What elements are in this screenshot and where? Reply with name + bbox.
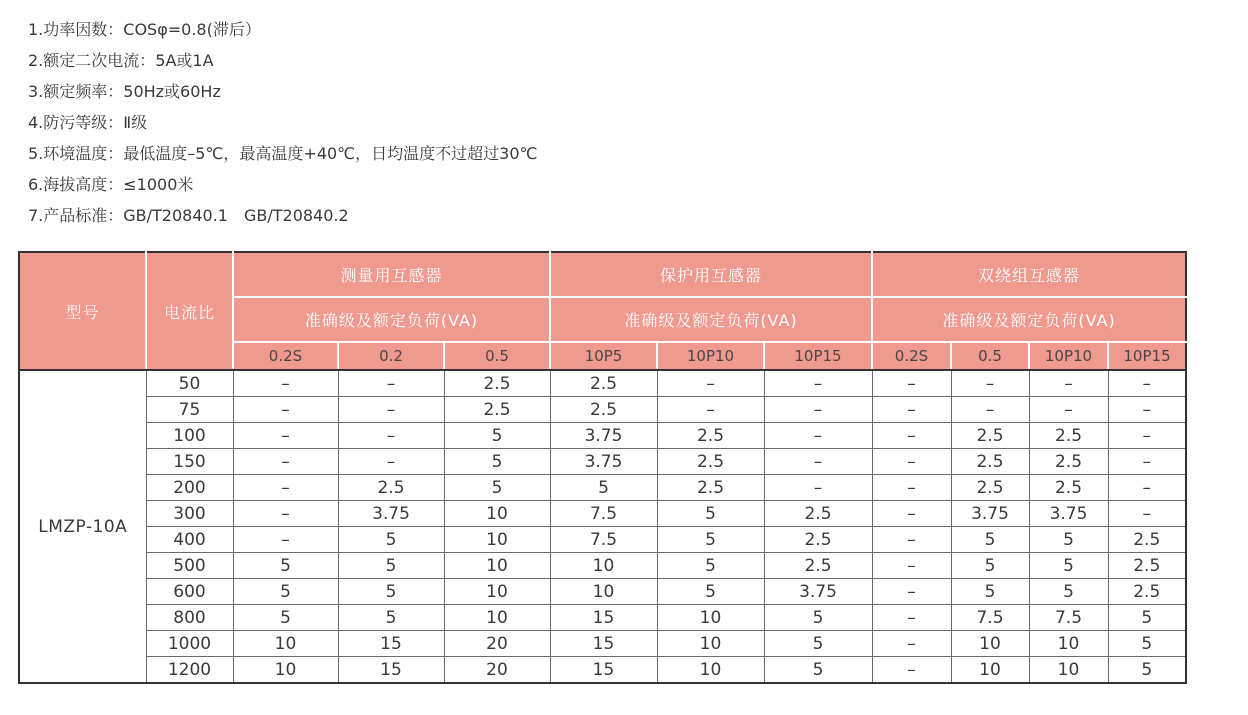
table-row	[19, 475, 1186, 501]
burden-value-cell: –	[764, 475, 872, 501]
burden-value-cell: 10	[550, 579, 657, 605]
burden-value-cell: 10	[550, 553, 657, 579]
burden-value-cell: 2.5	[951, 449, 1029, 475]
burden-value-cell: 10	[1029, 657, 1108, 684]
burden-value-cell: –	[233, 397, 338, 423]
table-row	[19, 579, 1186, 605]
burden-value-cell: 2.5	[951, 475, 1029, 501]
burden-value-cell: –	[764, 449, 872, 475]
burden-value-cell: –	[338, 397, 444, 423]
burden-value-cell: –	[1108, 475, 1186, 501]
burden-value-cell: 20	[444, 657, 550, 684]
burden-value-cell: 7.5	[550, 527, 657, 553]
burden-value-cell: 5	[444, 449, 550, 475]
burden-value-cell: –	[764, 370, 872, 397]
burden-value-cell: –	[872, 501, 951, 527]
burden-value-cell: –	[1108, 449, 1186, 475]
burden-value-cell: 5	[1029, 579, 1108, 605]
burden-value-cell: –	[1029, 397, 1108, 423]
burden-value-cell: –	[233, 527, 338, 553]
burden-value-cell: –	[951, 370, 1029, 397]
ratio-column-header: 电流比	[146, 252, 233, 370]
burden-value-cell: 5	[657, 501, 764, 527]
group-header-measuring: 测量用互感器	[233, 252, 550, 297]
burden-value-cell: –	[1029, 370, 1108, 397]
burden-value-cell: 15	[550, 605, 657, 631]
rating-table	[18, 251, 1187, 684]
burden-value-cell: 10	[233, 631, 338, 657]
burden-value-cell: 5	[338, 579, 444, 605]
spec-list	[0, 0, 1248, 231]
table-row	[19, 397, 1186, 423]
table-row	[19, 370, 1186, 397]
burden-value-cell: –	[764, 397, 872, 423]
table-row	[19, 605, 1186, 631]
burden-value-cell: –	[338, 449, 444, 475]
burden-value-cell: 2.5	[550, 397, 657, 423]
burden-value-cell: –	[1108, 397, 1186, 423]
burden-value-cell: 2.5	[1108, 553, 1186, 579]
burden-value-cell: –	[1108, 370, 1186, 397]
burden-value-cell: 5	[764, 605, 872, 631]
burden-value-cell: 5	[1108, 605, 1186, 631]
burden-value-cell: 2.5	[444, 370, 550, 397]
current-ratio-cell: 150	[146, 449, 233, 475]
burden-value-cell: –	[872, 475, 951, 501]
burden-value-cell: 2.5	[444, 397, 550, 423]
burden-value-cell: –	[872, 449, 951, 475]
burden-value-cell: 20	[444, 631, 550, 657]
burden-value-cell: 2.5	[657, 449, 764, 475]
burden-value-cell: 5	[1108, 657, 1186, 684]
burden-value-cell: –	[872, 579, 951, 605]
burden-value-cell: 5	[338, 553, 444, 579]
class-header: 10P15	[1108, 342, 1186, 370]
burden-value-cell: 2.5	[1108, 527, 1186, 553]
current-ratio-cell: 50	[146, 370, 233, 397]
burden-value-cell: –	[872, 370, 951, 397]
current-ratio-cell: 100	[146, 423, 233, 449]
burden-value-cell: 2.5	[657, 475, 764, 501]
spec-line-pollution-class: 4.防污等级：Ⅱ级	[28, 113, 148, 132]
burden-value-cell: 5	[550, 475, 657, 501]
burden-value-cell: –	[951, 397, 1029, 423]
class-header: 10P10	[1029, 342, 1108, 370]
burden-value-cell: 3.75	[951, 501, 1029, 527]
table-row	[19, 657, 1186, 684]
burden-value-cell: 7.5	[951, 605, 1029, 631]
burden-value-cell: 10	[657, 605, 764, 631]
burden-value-cell: –	[1108, 501, 1186, 527]
burden-value-cell: 5	[1108, 631, 1186, 657]
burden-value-cell: 10	[951, 631, 1029, 657]
burden-value-cell: –	[233, 423, 338, 449]
table-row	[19, 631, 1186, 657]
table-row	[19, 449, 1186, 475]
burden-value-cell: 5	[764, 631, 872, 657]
burden-value-cell: –	[872, 553, 951, 579]
table-row	[19, 553, 1186, 579]
model-cell: LMZP-10A	[19, 370, 146, 683]
burden-value-cell: 10	[233, 657, 338, 684]
burden-value-cell: 2.5	[1108, 579, 1186, 605]
burden-value-cell: 3.75	[338, 501, 444, 527]
burden-value-cell: 5	[233, 605, 338, 631]
class-header: 0.5	[951, 342, 1029, 370]
burden-value-cell: –	[233, 501, 338, 527]
table-row	[19, 501, 1186, 527]
burden-value-cell: 10	[951, 657, 1029, 684]
table-body	[19, 370, 1186, 683]
header-row-groups	[19, 252, 1186, 297]
burden-value-cell: 5	[951, 579, 1029, 605]
burden-value-cell: 5	[444, 423, 550, 449]
burden-value-cell: –	[338, 423, 444, 449]
class-header: 0.5	[444, 342, 550, 370]
group-header-dual-winding: 双绕组互感器	[872, 252, 1186, 297]
burden-value-cell: –	[872, 527, 951, 553]
burden-value-cell: –	[657, 397, 764, 423]
burden-value-cell: 10	[444, 553, 550, 579]
burden-value-cell: 5	[951, 527, 1029, 553]
burden-value-cell: –	[657, 370, 764, 397]
spec-line-secondary-current: 2.额定二次电流：5A或1A	[28, 51, 214, 70]
class-header: 0.2	[338, 342, 444, 370]
burden-value-cell: –	[872, 605, 951, 631]
burden-value-cell: 7.5	[1029, 605, 1108, 631]
burden-value-cell: –	[1108, 423, 1186, 449]
current-ratio-cell: 800	[146, 605, 233, 631]
burden-value-cell: 10	[657, 631, 764, 657]
burden-value-cell: –	[233, 475, 338, 501]
spec-line-product-standard: 7.产品标准：GB/T20840.1 GB/T20840.2	[28, 206, 349, 225]
burden-value-cell: –	[872, 397, 951, 423]
group-header-protection: 保护用互感器	[550, 252, 872, 297]
burden-value-cell: 2.5	[338, 475, 444, 501]
current-ratio-cell: 300	[146, 501, 233, 527]
class-header: 0.2S	[872, 342, 951, 370]
burden-value-cell: 15	[338, 631, 444, 657]
burden-value-cell: 15	[338, 657, 444, 684]
burden-value-cell: 5	[1029, 527, 1108, 553]
current-ratio-cell: 500	[146, 553, 233, 579]
burden-value-cell: 10	[1029, 631, 1108, 657]
burden-value-cell: 5	[233, 553, 338, 579]
burden-value-cell: 2.5	[764, 553, 872, 579]
burden-value-cell: –	[872, 657, 951, 684]
burden-value-cell: 3.75	[1029, 501, 1108, 527]
burden-value-cell: 10	[657, 657, 764, 684]
current-ratio-cell: 1000	[146, 631, 233, 657]
class-header: 10P15	[764, 342, 872, 370]
burden-value-cell: 5	[657, 579, 764, 605]
current-ratio-cell: 400	[146, 527, 233, 553]
burden-value-cell: 5	[951, 553, 1029, 579]
spec-line-power-factor: 1.功率因数：COSφ=0.8(滞后）	[28, 20, 261, 39]
burden-value-cell: –	[872, 423, 951, 449]
class-header: 10P5	[550, 342, 657, 370]
burden-value-cell: 10	[444, 605, 550, 631]
burden-value-cell: 3.75	[764, 579, 872, 605]
spec-line-ambient-temp: 5.环境温度：最低温度–5℃，最高温度+40℃，日均温度不过超过30℃	[28, 144, 538, 163]
class-header: 0.2S	[233, 342, 338, 370]
subtitle-dual-winding: 准确级及额定负荷(VA)	[872, 297, 1186, 342]
current-ratio-cell: 200	[146, 475, 233, 501]
current-ratio-cell: 75	[146, 397, 233, 423]
model-column-header: 型号	[19, 252, 146, 370]
table-row	[19, 423, 1186, 449]
burden-value-cell: 2.5	[550, 370, 657, 397]
burden-value-cell: 5	[657, 527, 764, 553]
burden-value-cell: 2.5	[657, 423, 764, 449]
burden-value-cell: 2.5	[1029, 423, 1108, 449]
burden-value-cell: 10	[444, 579, 550, 605]
burden-value-cell: –	[233, 370, 338, 397]
burden-value-cell: 15	[550, 631, 657, 657]
spec-line-rated-frequency: 3.额定频率：50Hz或60Hz	[28, 82, 221, 101]
burden-value-cell: 10	[444, 527, 550, 553]
burden-value-cell: –	[338, 370, 444, 397]
burden-value-cell: 3.75	[550, 423, 657, 449]
burden-value-cell: 2.5	[1029, 449, 1108, 475]
burden-value-cell: 2.5	[764, 501, 872, 527]
burden-value-cell: 5	[657, 553, 764, 579]
burden-value-cell: –	[872, 631, 951, 657]
burden-value-cell: 5	[338, 527, 444, 553]
current-ratio-cell: 600	[146, 579, 233, 605]
burden-value-cell: 2.5	[1029, 475, 1108, 501]
burden-value-cell: –	[764, 423, 872, 449]
subtitle-protection: 准确级及额定负荷(VA)	[550, 297, 872, 342]
burden-value-cell: 15	[550, 657, 657, 684]
burden-value-cell: 5	[1029, 553, 1108, 579]
class-header: 10P10	[657, 342, 764, 370]
subtitle-measuring: 准确级及额定负荷(VA)	[233, 297, 550, 342]
burden-value-cell: 7.5	[550, 501, 657, 527]
burden-value-cell: 5	[764, 657, 872, 684]
spec-line-altitude: 6.海拔高度：≤1000米	[28, 175, 194, 194]
table-row	[19, 527, 1186, 553]
burden-value-cell: –	[233, 449, 338, 475]
burden-value-cell: 2.5	[951, 423, 1029, 449]
burden-value-cell: 5	[338, 605, 444, 631]
burden-value-cell: 3.75	[550, 449, 657, 475]
burden-value-cell: 5	[233, 579, 338, 605]
current-ratio-cell: 1200	[146, 657, 233, 684]
burden-value-cell: 2.5	[764, 527, 872, 553]
burden-value-cell: 10	[444, 501, 550, 527]
burden-value-cell: 5	[444, 475, 550, 501]
